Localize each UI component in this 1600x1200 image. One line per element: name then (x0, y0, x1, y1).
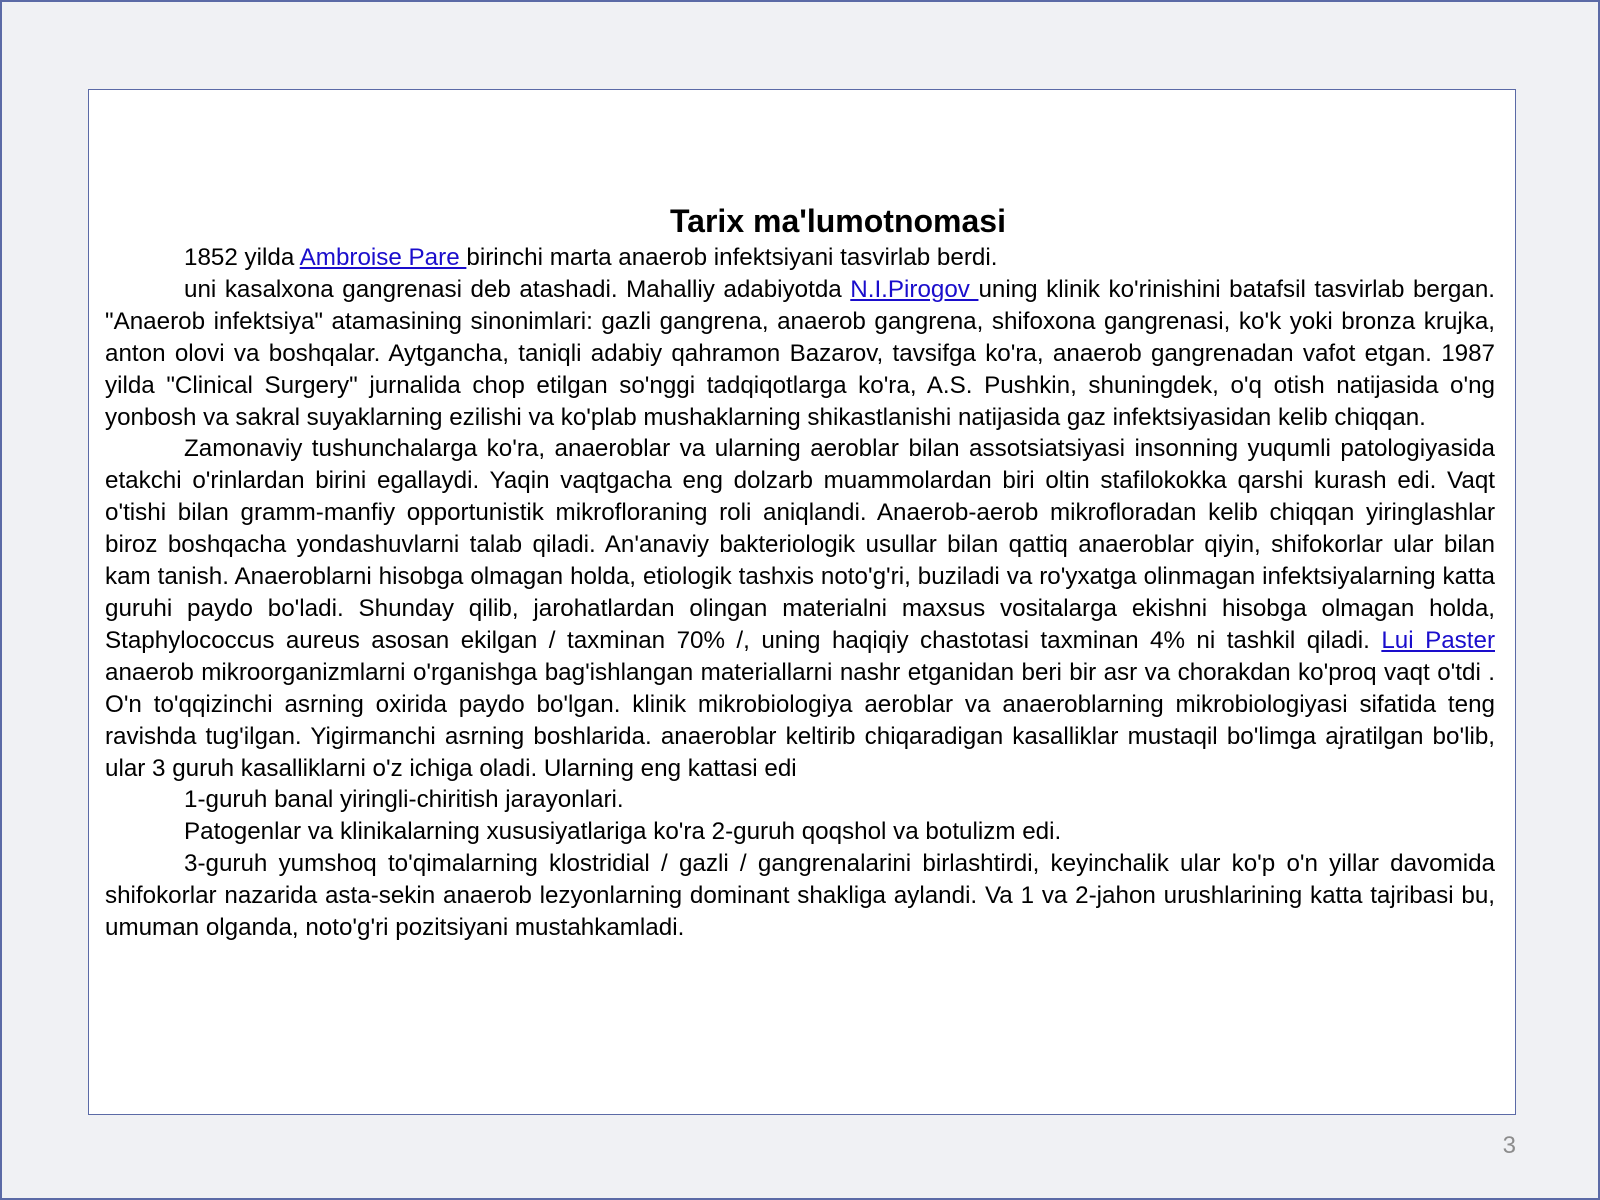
paragraph-text: uni kasalxona gangrenasi deb atashadi. Mahalliy adabiyotda (184, 275, 851, 303)
paragraph-text: uning klinik ko'rinishini batafsil tasvirlab bergan. "Anaerob infektsiya" atamasining sinonimlari: gazli gangrena, anaerob gangrena, shifoxona gangrenasi, ko'k yoki bronza krujka, anton olovi va boshqalar. Aytgancha, taniqli adabiy qahramon Bazarov, tavsifga ko'ra, anaerob gangrenadan vafot etgan. 1987 yilda "Clinical Surgery" jurnalida chop etilgan so'nggi tadqiqotlarga ko'ra, A.S. Pushkin, shuningdek, o'q otish natijasida o'ng yonbosh va sakral suyaklarning ezilishi va ko'plab mushaklarning shikastlanishi natijasida gaz infektsiyasidan kelib chiqqan. (105, 275, 1495, 431)
paragraph-2 (105, 274, 1495, 434)
paragraph-3 (105, 433, 1495, 784)
page-number: 3 (1502, 1132, 1516, 1159)
document-body (105, 242, 1495, 944)
paragraph-4: 1-guruh banal yiringli-chiritish jarayonlari. (184, 786, 624, 814)
paragraph-text: 1852 yilda (184, 244, 300, 271)
link-ambroise-pare[interactable]: Ambroise Pare (299, 244, 467, 271)
content-box (88, 89, 1516, 1115)
paragraph-text: anaerob mikroorganizmlarni o'rganishga bag'ishlangan materiallarni nashr etganidan beri bir asr va chorakdan ko'proq vaqt o'tdi . O'n to'qqizinchi asrning oxirida paydo bo'lgan. klinik mikrobiologiya aeroblar va anaeroblarning mikrobiologiyasi sifatida teng ravishda tug'ilgan. Yigirmanchi asrning boshlarida. anaeroblar keltirib chiqaradigan kasalliklar mustaqil bo'limga ajratilgan bo'lib, ular 3 guruh kasalliklarni o'z ichiga oladi. Ularning eng kattasi edi (105, 658, 1495, 782)
paragraph-1 (105, 242, 1495, 274)
document-title: Tarix ma'lumotnomasi (670, 203, 1006, 239)
paragraph-5: Patogenlar va klinikalarning xususiyatlariga ko'ra 2-guruh qoqshol va botulizm edi. (184, 818, 1062, 846)
paragraph-text: Zamonaviy tushunchalarga ko'ra, anaeroblar va ularning aeroblar bilan assotsiatsiyasi insonning yuqumli patologiyasida etakchi o'rinlardan birini egallaydi. Yaqin vaqtgacha eng dolzarb muammolardan biri oltin stafilokokka qarshi kurash edi. Vaqt o'tishi bilan gramm-manfiy opportunistik mikrofloraning roli aniqlandi. Anaerob-aerob mikrofloradan kelib chiqqan yiringlashlar biroz boshqacha yondashuvlarni talab qiladi. An'anaviy bakteriologik usullar bilan qattiq anaeroblar qiyin, shifokorlar ular bilan kam tanish. Anaeroblarni hisobga olmagan holda, etiologik tashxis noto'g'ri, buziladi va ro'yxatga olinmagan infektsiyalarning katta guruhi paydo bo'ladi. Shunday qilib, jarohatlardan olingan materialni maxsus vositalarga ekishni hisobga olmagan holda, Staphylococcus aureus asosan ekilgan / taxminan 70% /, uning haqiqiy chastotasi taxminan 4% ni tashkil qiladi. (105, 435, 1495, 654)
link-lui-paster[interactable]: Lui Paster (1381, 626, 1495, 654)
paragraph-6: 3-guruh yumshoq to'qimalarning klostridial / gazli / gangrenalarini birlashtirdi, keyinchalik ular ko'p o'n yillar davomida shifokorlar nazarida asta-sekin anaerob lezyonlarning dominant shakliga aylandi. Va 1 va 2-jahon urushlarining katta tajribasi bu, umuman olganda, noto'g'ri pozitsiyani mustahkamladi. (105, 850, 1495, 942)
paragraph-text: birinchi marta anaerob infektsiyani tasvirlab berdi. (466, 244, 998, 271)
link-pirogov[interactable]: N.I.Pirogov (850, 275, 979, 303)
